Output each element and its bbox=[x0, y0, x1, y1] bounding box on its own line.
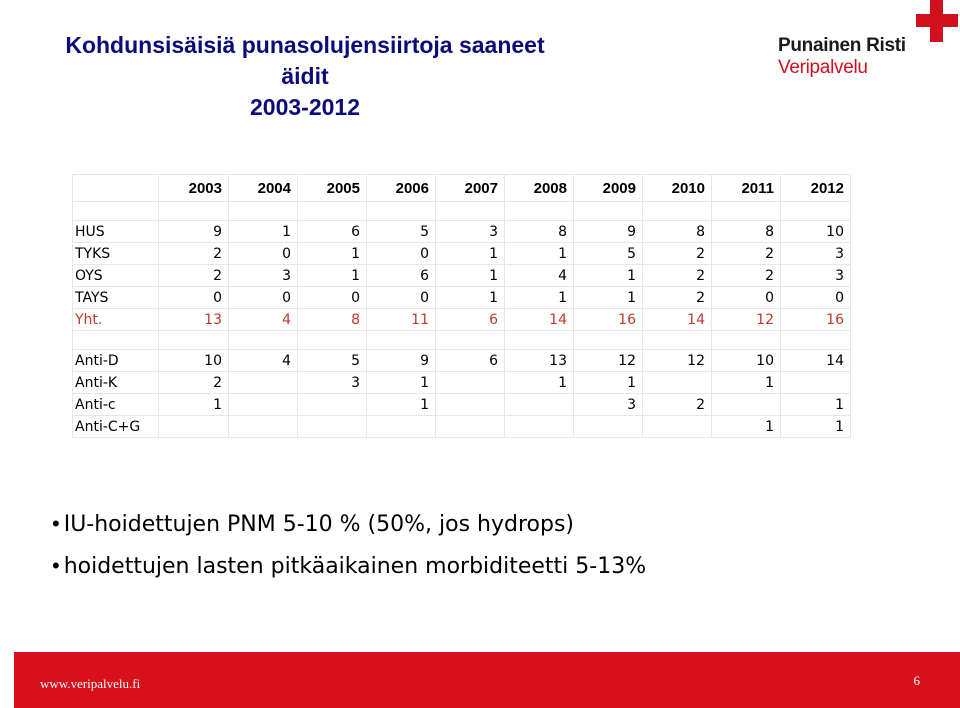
table-cell: 4 bbox=[505, 265, 574, 287]
table-cell: 6 bbox=[436, 309, 505, 331]
table-cell: 6 bbox=[367, 265, 436, 287]
table-row bbox=[73, 287, 851, 309]
table-cell: 1 bbox=[436, 243, 505, 265]
table-cell bbox=[229, 331, 298, 350]
table-cell bbox=[505, 202, 574, 221]
table-cell: 1 bbox=[298, 265, 367, 287]
table-cell: 2003 bbox=[159, 175, 229, 202]
page-number: 6 bbox=[913, 673, 920, 688]
bullet-item: • hoidettujen lasten pitkäaikainen morbiditeetti 5-13% bbox=[52, 553, 647, 579]
table-cell: 8 bbox=[643, 221, 712, 243]
table-cell bbox=[781, 202, 851, 221]
header-row bbox=[73, 175, 851, 202]
red-cross-icon bbox=[915, 0, 959, 42]
table-cell: 0 bbox=[367, 243, 436, 265]
table-cell: 1 bbox=[781, 416, 851, 438]
table-row bbox=[73, 350, 851, 372]
table-cell bbox=[298, 394, 367, 416]
table-cell: 12 bbox=[643, 350, 712, 372]
table-cell: 1 bbox=[505, 287, 574, 309]
total-row bbox=[73, 309, 851, 331]
table-cell: 6 bbox=[436, 350, 505, 372]
table-cell: 11 bbox=[367, 309, 436, 331]
table-cell: 0 bbox=[229, 243, 298, 265]
table-cell: 2006 bbox=[367, 175, 436, 202]
table-cell: 1 bbox=[505, 243, 574, 265]
table-cell: 3 bbox=[574, 394, 643, 416]
table-cell: 2010 bbox=[643, 175, 712, 202]
table-cell: 12 bbox=[574, 350, 643, 372]
table-cell bbox=[436, 331, 505, 350]
table-cell: 14 bbox=[781, 350, 851, 372]
table-cell: 3 bbox=[781, 265, 851, 287]
table-cell: 3 bbox=[436, 221, 505, 243]
table-cell: 16 bbox=[574, 309, 643, 331]
table-cell: 0 bbox=[229, 287, 298, 309]
table-cell bbox=[643, 202, 712, 221]
table-cell: 8 bbox=[712, 221, 781, 243]
table-cell: 1 bbox=[229, 221, 298, 243]
table-cell bbox=[229, 416, 298, 438]
table-cell bbox=[505, 331, 574, 350]
table-cell: 10 bbox=[781, 221, 851, 243]
table-cell: 1 bbox=[781, 394, 851, 416]
table-cell: 2 bbox=[159, 265, 229, 287]
table-row bbox=[73, 221, 851, 243]
row-label: Anti-D bbox=[73, 350, 159, 372]
table-cell bbox=[367, 202, 436, 221]
table-row bbox=[73, 265, 851, 287]
table-cell bbox=[781, 331, 851, 350]
table-cell: 1 bbox=[436, 265, 505, 287]
table-cell bbox=[367, 331, 436, 350]
punainen-risti-logo bbox=[778, 0, 960, 90]
table-cell bbox=[229, 202, 298, 221]
table-cell bbox=[712, 331, 781, 350]
table-cell: 13 bbox=[159, 309, 229, 331]
table-cell: 1 bbox=[505, 372, 574, 394]
table-cell: 1 bbox=[712, 416, 781, 438]
table-cell bbox=[298, 331, 367, 350]
table-cell: 1 bbox=[574, 287, 643, 309]
table-cell: 9 bbox=[159, 221, 229, 243]
spacer-row bbox=[73, 202, 851, 221]
table-cell: 5 bbox=[298, 350, 367, 372]
table-cell: 2 bbox=[159, 372, 229, 394]
table-cell bbox=[643, 331, 712, 350]
table-cell: 6 bbox=[298, 221, 367, 243]
table-cell: 3 bbox=[781, 243, 851, 265]
table-cell: 2 bbox=[712, 265, 781, 287]
table-cell: 12 bbox=[712, 309, 781, 331]
table-cell: 1 bbox=[159, 394, 229, 416]
table-cell: 2 bbox=[643, 265, 712, 287]
table-cell: 2 bbox=[712, 243, 781, 265]
row-label: Anti-C+G bbox=[73, 416, 159, 438]
title-line-2: 2003-2012 bbox=[250, 94, 360, 120]
table-cell: 16 bbox=[781, 309, 851, 331]
table-cell bbox=[159, 331, 229, 350]
row-label: Yht. bbox=[73, 309, 159, 331]
table-cell bbox=[367, 416, 436, 438]
table-cell: 3 bbox=[298, 372, 367, 394]
row-label bbox=[73, 331, 159, 350]
table-cell: 4 bbox=[229, 350, 298, 372]
table-cell: 0 bbox=[159, 287, 229, 309]
table-cell bbox=[436, 372, 505, 394]
table-cell bbox=[643, 416, 712, 438]
table-cell bbox=[574, 202, 643, 221]
bullet-dot-icon: • bbox=[52, 553, 60, 578]
table-cell bbox=[505, 416, 574, 438]
row-label: OYS bbox=[73, 265, 159, 287]
table-cell: 1 bbox=[298, 243, 367, 265]
row-label: TAYS bbox=[73, 287, 159, 309]
table-cell: 14 bbox=[643, 309, 712, 331]
row-label: Anti-c bbox=[73, 394, 159, 416]
table-cell: 1 bbox=[367, 372, 436, 394]
table-cell bbox=[643, 372, 712, 394]
table-cell: 2005 bbox=[298, 175, 367, 202]
table-cell: 10 bbox=[712, 350, 781, 372]
table-cell: 1 bbox=[574, 372, 643, 394]
row-label: Anti-K bbox=[73, 372, 159, 394]
table-row bbox=[73, 243, 851, 265]
table-cell: 0 bbox=[367, 287, 436, 309]
table-cell bbox=[436, 394, 505, 416]
table-cell: 3 bbox=[229, 265, 298, 287]
table-cell: 2004 bbox=[229, 175, 298, 202]
table-cell bbox=[298, 202, 367, 221]
table-cell: 0 bbox=[712, 287, 781, 309]
table-row bbox=[73, 372, 851, 394]
table-cell: 2009 bbox=[574, 175, 643, 202]
table-cell: 2007 bbox=[436, 175, 505, 202]
table-cell bbox=[298, 416, 367, 438]
transfusion-table bbox=[72, 174, 851, 438]
table-cell: 2 bbox=[643, 287, 712, 309]
table-cell bbox=[436, 202, 505, 221]
table-cell: 0 bbox=[298, 287, 367, 309]
footer-url: www.veripalvelu.fi bbox=[40, 676, 141, 691]
table-cell: 5 bbox=[367, 221, 436, 243]
row-label bbox=[73, 175, 159, 202]
row-label: HUS bbox=[73, 221, 159, 243]
table-cell: 1 bbox=[367, 394, 436, 416]
bullet-list bbox=[52, 505, 646, 589]
table-cell: 2 bbox=[159, 243, 229, 265]
table-cell: 14 bbox=[505, 309, 574, 331]
table-cell: 2 bbox=[643, 394, 712, 416]
table-cell: 5 bbox=[574, 243, 643, 265]
logo-name: Punainen Risti bbox=[778, 35, 906, 56]
table-cell: 8 bbox=[298, 309, 367, 331]
table-cell: 1 bbox=[436, 287, 505, 309]
table-cell: 9 bbox=[367, 350, 436, 372]
table-cell: 8 bbox=[505, 221, 574, 243]
row-label bbox=[73, 202, 159, 221]
table-cell bbox=[712, 394, 781, 416]
table-cell bbox=[574, 331, 643, 350]
table-cell bbox=[229, 372, 298, 394]
table-cell bbox=[781, 372, 851, 394]
table-cell: 2012 bbox=[781, 175, 851, 202]
table-cell bbox=[436, 416, 505, 438]
table-cell: 1 bbox=[712, 372, 781, 394]
table-cell: 0 bbox=[781, 287, 851, 309]
bullet-dot-icon: • bbox=[52, 511, 60, 536]
spacer-row bbox=[73, 331, 851, 350]
table-cell: 1 bbox=[574, 265, 643, 287]
row-label: TYKS bbox=[73, 243, 159, 265]
title-line-1: Kohdunsisäisiä punasolujensiirtoja saaneet äidit bbox=[65, 32, 545, 89]
table-cell bbox=[159, 202, 229, 221]
table-cell: 10 bbox=[159, 350, 229, 372]
table-cell: 4 bbox=[229, 309, 298, 331]
table-cell: 2011 bbox=[712, 175, 781, 202]
table-cell: 2008 bbox=[505, 175, 574, 202]
table-cell bbox=[229, 394, 298, 416]
page-title bbox=[55, 30, 555, 123]
table-row bbox=[73, 394, 851, 416]
footer-bar bbox=[14, 652, 960, 708]
table-cell bbox=[505, 394, 574, 416]
table-row bbox=[73, 416, 851, 438]
table-cell: 13 bbox=[505, 350, 574, 372]
table-cell bbox=[574, 416, 643, 438]
table-cell: 9 bbox=[574, 221, 643, 243]
table-cell bbox=[712, 202, 781, 221]
bullet-item: • IU-hoidettujen PNM 5-10 % (50%, jos hydrops) bbox=[52, 511, 574, 537]
logo-subtitle: Veripalvelu bbox=[778, 57, 868, 78]
table-cell bbox=[159, 416, 229, 438]
table-cell: 2 bbox=[643, 243, 712, 265]
